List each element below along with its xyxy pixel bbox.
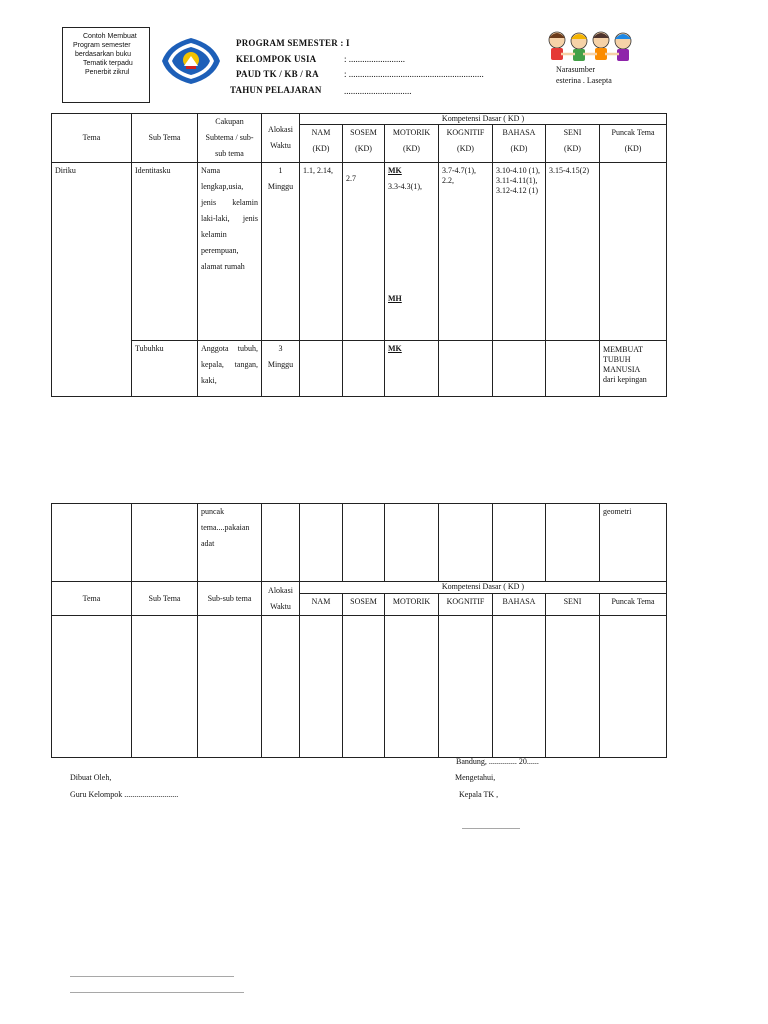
puncak-tail: dari kepingan	[603, 375, 647, 384]
header-motorik-label: MOTORIK	[392, 128, 431, 138]
tut-wuri-logo-icon	[160, 36, 222, 86]
header-sosem-label: SOSEM	[350, 128, 377, 138]
cell-seni	[546, 616, 600, 758]
note-line: Penerbit zikrul	[85, 69, 130, 76]
header-kognitif	[439, 125, 493, 163]
cell-alokasi	[262, 504, 300, 582]
cell-motorik	[385, 163, 439, 341]
cell-nam	[300, 616, 343, 758]
cell-kognitif	[439, 341, 493, 397]
cell-nam: 1.1, 2.14,	[300, 163, 343, 341]
header-kognitif: KOGNITIF	[439, 594, 493, 616]
table-row	[52, 163, 667, 341]
header-nam	[300, 125, 343, 163]
header-bahasa-label: BAHASA	[502, 128, 536, 138]
cell-tema	[52, 616, 132, 758]
table-row	[52, 616, 667, 758]
tahun-pelajaran-label: TAHUN PELAJARAN	[230, 85, 322, 95]
table-row	[52, 341, 667, 397]
cell-alokasi	[262, 616, 300, 758]
narasumber-label: Narasumber	[556, 65, 596, 74]
cell-kognitif: 3.7-4.7(1), 2.2,	[439, 163, 493, 341]
children-illustration-icon	[543, 28, 639, 66]
motorik-mk-label: MK	[388, 344, 402, 353]
cell-alokasi: 3 Minggu	[262, 341, 300, 397]
puncak-title: MEMBUAT TUBUH MANUSIA	[603, 345, 643, 374]
header-seni-label: SENI	[563, 128, 582, 138]
note-box	[62, 27, 150, 103]
header-kd-label: (KD)	[564, 144, 581, 154]
sosem-value: 2.7	[346, 174, 356, 183]
cell-bahasa: 3.10-4.10 (1), 3.11-4.11(1), 3.12-4.12 (1)	[493, 163, 546, 341]
cell-bahasa	[493, 616, 546, 758]
header-motorik	[385, 125, 439, 163]
header-kd-label: (KD)	[312, 144, 330, 154]
cell-cakupan: Anggota tubuh, kepala, tangan, kaki,	[198, 341, 262, 397]
cell-sub-tema	[132, 616, 198, 758]
signature-line: .......................................................................................	[70, 986, 244, 995]
header-nam-label: NAM	[311, 128, 331, 138]
note-line: Tematik terpadu	[83, 60, 133, 67]
header-kd-label: (KD)	[355, 144, 372, 154]
cell-bahasa	[493, 341, 546, 397]
header-kompetensi-dasar: Kompetensi Dasar ( KD )	[300, 582, 667, 594]
paud-value: : ............................................................	[344, 69, 484, 79]
header-tema: Tema	[52, 114, 132, 163]
cell-cakupan: Nama lengkap,usia, jenis kelamin laki-laki, jenis kelamin perempuan, alamat rumah	[198, 163, 262, 341]
header-kd-label: (KD)	[510, 144, 528, 154]
cell-cakupan	[198, 616, 262, 758]
kepala-tk-label: Kepala TK ,	[459, 790, 499, 799]
program-semester-label: PROGRAM SEMESTER : I	[236, 38, 350, 48]
header-kd-label: (KD)	[457, 144, 474, 154]
header-bahasa: BAHASA	[493, 594, 546, 616]
cell-seni	[546, 341, 600, 397]
signature-line: ..................................................................................	[70, 970, 234, 979]
header-bahasa	[493, 125, 546, 163]
cell-sosem	[343, 341, 385, 397]
header-kognitif-label: KOGNITIF	[446, 128, 485, 138]
paud-label: PAUD TK / KB / RA	[236, 69, 319, 79]
guru-kelompok-label: Guru Kelompok ...........................	[70, 790, 179, 799]
motorik-kd-value: 3.3-4.3(1),	[388, 182, 422, 191]
header-kd-label: (KD)	[403, 144, 420, 154]
note-line: berdasarkan buku	[75, 51, 132, 58]
motorik-mk-label: MK	[388, 166, 402, 175]
cell-nam	[300, 504, 343, 582]
cell-sosem	[343, 163, 385, 341]
program-semester-table-2	[51, 503, 667, 758]
cell-motorik	[385, 616, 439, 758]
cell-cakupan: puncak tema....pakaian adat	[198, 504, 262, 582]
cell-sub-tema: Tubuhku	[132, 341, 198, 397]
cell-nam	[300, 341, 343, 397]
header-seni	[546, 125, 600, 163]
note-line: Contoh Membuat	[83, 33, 137, 40]
cell-tema	[52, 504, 132, 582]
cell-sub-tema	[132, 504, 198, 582]
cell-sub-tema: Identitasku	[132, 163, 198, 341]
cell-tema: Diriku	[52, 163, 132, 397]
header-puncak-tema: Puncak Tema	[600, 594, 667, 616]
header-puncak-label: Puncak Tema	[611, 128, 655, 138]
header-sosem	[343, 125, 385, 163]
cell-puncak	[600, 163, 667, 341]
cell-motorik	[385, 341, 439, 397]
cell-puncak	[600, 341, 667, 397]
header-sub-tema: Sub Tema	[132, 114, 198, 163]
cell-sosem	[343, 504, 385, 582]
header-tema: Tema	[52, 582, 132, 616]
dibuat-oleh-label: Dibuat Oleh,	[70, 773, 112, 782]
motorik-mh-label: MH	[388, 294, 402, 303]
header-cakupan: Cakupan Subtema / sub-sub tema	[198, 114, 262, 163]
cell-motorik	[385, 504, 439, 582]
header-sub-tema: Sub Tema	[132, 582, 198, 616]
mengetahui-label: Mengetahui,	[455, 773, 496, 782]
note-line: Program semester	[73, 42, 131, 49]
tahun-pelajaran-value: ..............................	[344, 86, 412, 96]
header-kd-label: (KD)	[624, 144, 642, 154]
header-seni: SENI	[546, 594, 600, 616]
program-semester-table	[51, 113, 667, 397]
cell-seni: 3.15-4.15(2)	[546, 163, 600, 341]
kepala-signature-line: .............................	[462, 822, 520, 831]
cell-kognitif	[439, 504, 493, 582]
narasumber-name: esterina . Lasepta	[556, 76, 612, 85]
header-sosem: SOSEM	[343, 594, 385, 616]
cell-sosem	[343, 616, 385, 758]
header-puncak-tema	[600, 125, 667, 163]
cell-bahasa	[493, 504, 546, 582]
header-nam: NAM	[300, 594, 343, 616]
header-alokasi: Alokasi Waktu	[262, 114, 300, 163]
header-alokasi: Alokasi Waktu	[262, 582, 300, 616]
header-kompetensi-dasar: Kompetensi Dasar ( KD )	[300, 114, 667, 125]
table-row	[52, 504, 667, 582]
kelompok-usia-label: KELOMPOK USIA	[236, 54, 317, 64]
place-date: Bandung, .............. 20......	[456, 757, 539, 766]
cell-puncak: geometri	[600, 504, 667, 582]
header-motorik: MOTORIK	[385, 594, 439, 616]
cell-kognitif	[439, 616, 493, 758]
kelompok-usia-value: : .........................	[344, 54, 406, 64]
cell-seni	[546, 504, 600, 582]
cell-alokasi: 1 Minggu	[262, 163, 300, 341]
cell-puncak	[600, 616, 667, 758]
header-cakupan: Sub-sub tema	[198, 582, 262, 616]
